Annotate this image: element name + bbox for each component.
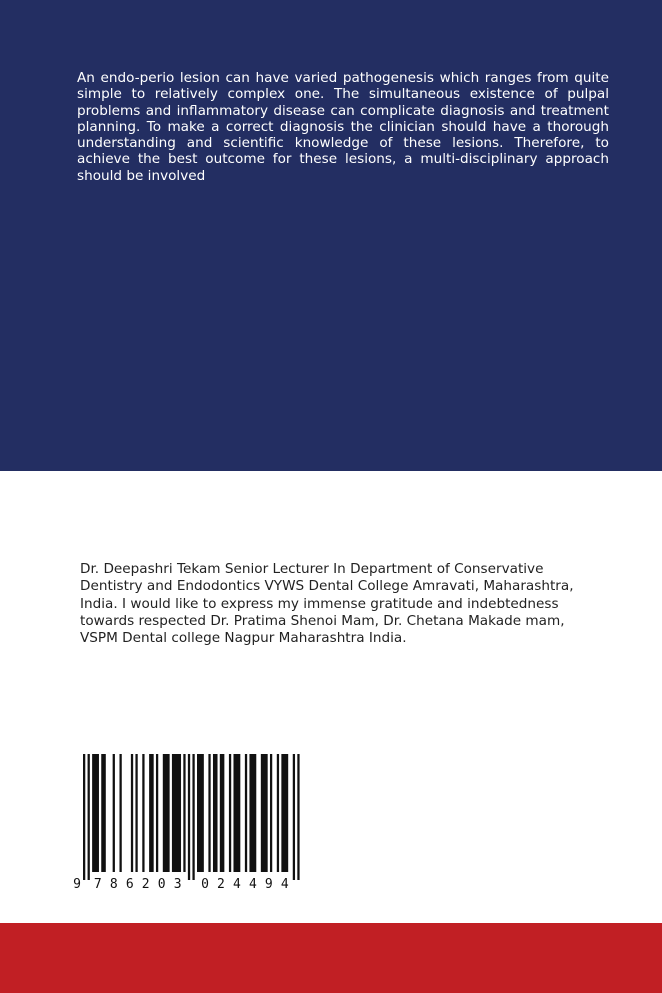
- barcode-bar: [163, 754, 170, 872]
- barcode-bar: [213, 754, 218, 872]
- blurb-text: An endo-perio lesion can have varied pathogenesis which ranges from quite simple to relatively complex one. The simultaneous existence of pulpal problems and inflammatory disease can complicate diagnosis and treatment planning. To make a correct diagnosis the clinician should have a thorough understanding and scientific knowledge of these lesions. Therefore, to achieve the best outcome for these lesions, a multi-disciplinary approach should be involved: [77, 70, 609, 184]
- barcode-bar: [192, 754, 194, 880]
- barcode-bar: [135, 754, 137, 872]
- barcode-bar: [172, 754, 181, 872]
- isbn-barcode: [72, 752, 310, 896]
- barcode-digit: 2: [141, 877, 150, 892]
- barcode-digit: 4: [232, 877, 241, 892]
- barcode-graphic: [72, 752, 310, 896]
- barcode-bar: [220, 754, 225, 872]
- barcode-bar: [131, 754, 133, 872]
- barcode-digit: 4: [248, 877, 257, 892]
- barcode-bar: [113, 754, 115, 872]
- barcode-bar: [92, 754, 99, 872]
- barcode-digit: 4: [280, 877, 289, 892]
- barcode-bar: [245, 754, 247, 872]
- barcode-bar: [88, 754, 90, 880]
- barcode-bar: [270, 754, 272, 872]
- barcode-bars: [83, 754, 300, 880]
- barcode-digit: 9: [264, 877, 273, 892]
- blurb-panel: [0, 0, 662, 471]
- barcode-bar: [281, 754, 288, 872]
- barcode-bar: [188, 754, 190, 880]
- barcode-bar: [119, 754, 121, 872]
- barcode-bar: [229, 754, 231, 872]
- barcode-bar: [297, 754, 299, 880]
- barcode-bar: [197, 754, 204, 872]
- barcode-bar: [149, 754, 154, 872]
- barcode-digit: 2: [217, 877, 225, 892]
- barcode-bar: [208, 754, 210, 872]
- barcode-bar: [156, 754, 158, 872]
- barcode-bar: [183, 754, 185, 872]
- barcode-digit: 0: [157, 877, 166, 892]
- author-bio: Dr. Deepashri Tekam Senior Lecturer In Department of Conservative Dentistry and Endodontics VYWS Dental College Amravati, Maharashtra, India. I would like to express my immense gratitude and indebtedness towards respected Dr. Pratima Shenoi Mam, Dr. Chetana Makade mam, VSPM Dental college Nagpur Maharashtra India.: [80, 561, 574, 647]
- barcode-digit: 9: [73, 877, 81, 892]
- barcode-bar: [261, 754, 268, 872]
- barcode-bar: [277, 754, 279, 872]
- barcode-bar: [83, 754, 85, 880]
- barcode-digit: 7: [93, 877, 102, 892]
- barcode-digit: 3: [173, 877, 182, 892]
- barcode-bar: [101, 754, 106, 872]
- barcode-bar: [233, 754, 240, 872]
- barcode-digit: 8: [109, 877, 118, 892]
- barcode-digits: [73, 877, 289, 892]
- barcode-digit: 6: [125, 877, 134, 892]
- barcode-bar: [293, 754, 295, 880]
- bottom-color-band: [0, 923, 662, 993]
- barcode-bar: [249, 754, 256, 872]
- barcode-digit: 0: [201, 877, 209, 892]
- barcode-bar: [142, 754, 144, 872]
